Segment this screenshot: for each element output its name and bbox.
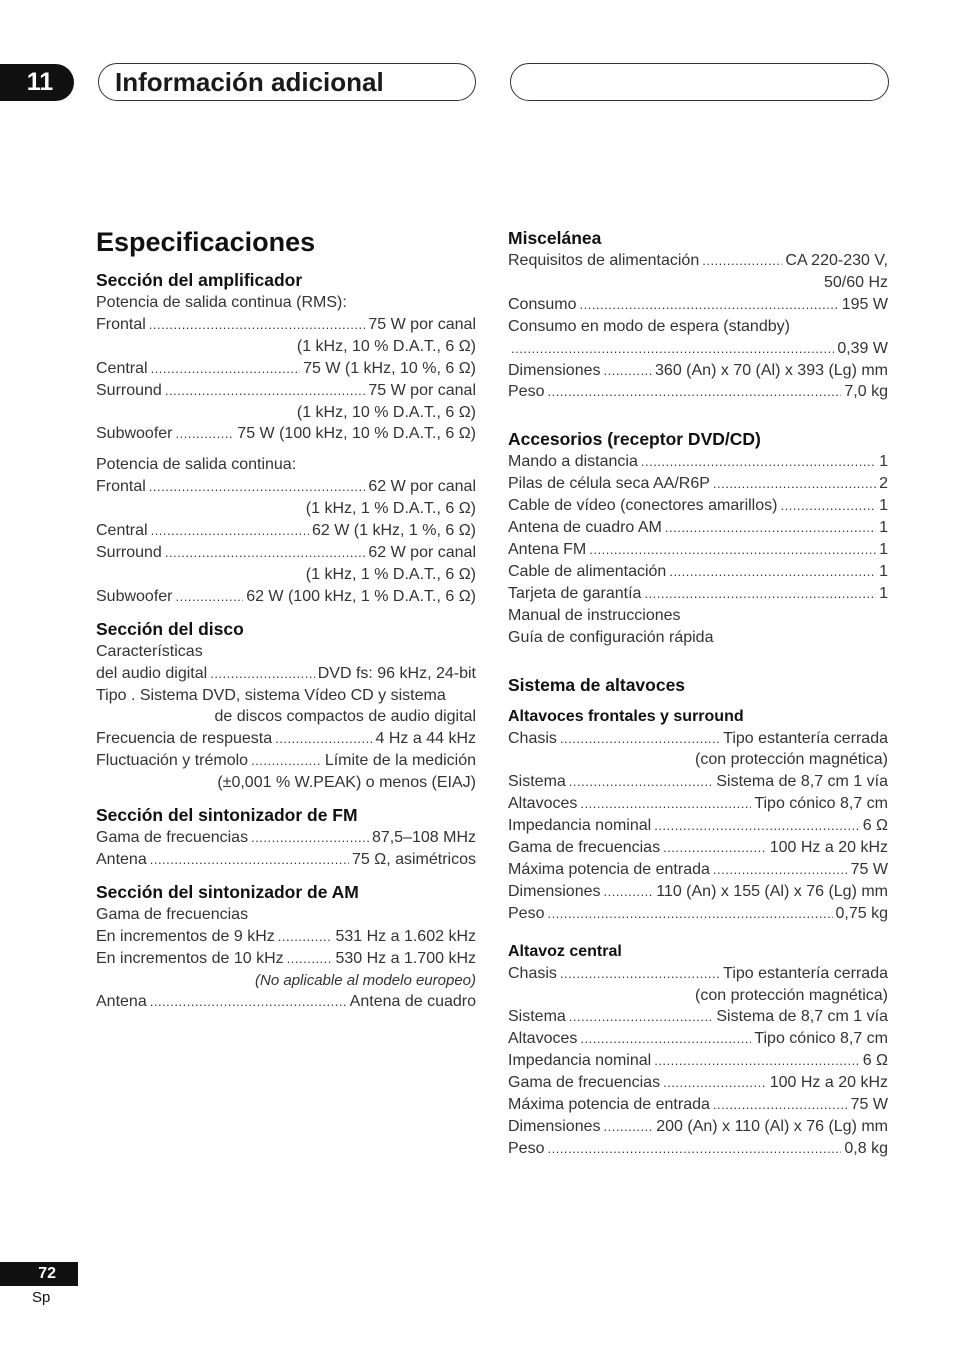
center-speaker-title: Altavoz central (508, 942, 622, 960)
spec-row: En incrementos de 9 kHz ..... 531 Hz a 1.602 kHz (96, 926, 476, 948)
spec-row: Central ..... 75 W (1 kHz, 10 %, 6 Ω) (96, 358, 476, 380)
fm-section-title: Sección del sintonizador de FM (96, 805, 358, 826)
spec-row: Central ..... 62 W (1 kHz, 1 %, 6 Ω) (96, 520, 476, 542)
list-item: Tarjeta de garantía ..... 1 (508, 583, 888, 605)
spec-row: Dimensiones ..... 110 (An) x 155 (Al) x 76 (Lg) mm (508, 881, 888, 903)
continuous-intro: Potencia de salida continua: (96, 456, 297, 474)
list-item: Antena FM ..... 1 (508, 539, 888, 561)
language-code: Sp (32, 1289, 51, 1306)
misc-section-title: Miscelánea (508, 228, 602, 248)
list-item: Pilas de célula seca AA/R6P ..... 2 (508, 473, 888, 495)
spec-note: (con protección magnética) (695, 986, 888, 1004)
spec-row: Frontal ..... 62 W por canal (96, 476, 476, 498)
left-column (96, 226, 476, 1013)
spec-text: Características (96, 642, 203, 660)
spec-row: Impedancia nominal ..... 6 Ω (508, 815, 888, 837)
spec-row: En incrementos de 10 kHz ..... 530 Hz a 1.700 kHz (96, 948, 476, 970)
spec-note: 50/60 Hz (823, 273, 888, 291)
chapter-title: Información adicional (98, 63, 476, 101)
page-title: Especificaciones (96, 227, 316, 257)
spec-row: Peso ..... 0,8 kg (508, 1138, 888, 1160)
spec-row: Dimensiones ..... 200 (An) x 110 (Al) x 76 (Lg) mm (508, 1116, 888, 1138)
spec-row: Requisitos de alimentación ..... CA 220-230 V, (508, 250, 888, 272)
list-item: Mando a distancia ..... 1 (508, 451, 888, 473)
spec-note: (1 kHz, 1 % D.A.T., 6 Ω) (305, 565, 476, 583)
list-item: Cable de alimentación ..... 1 (508, 561, 888, 583)
spec-row: Subwoofer ..... 62 W (100 kHz, 1 % D.A.T., 6 Ω) (96, 586, 476, 608)
page-number: 72 (0, 1262, 78, 1286)
spec-row: Máxima potencia de entrada ..... 75 W (508, 1094, 888, 1116)
spec-row: Subwoofer ..... 75 W (100 kHz, 10 % D.A.T., 6 Ω) (96, 423, 476, 445)
spec-row: del audio digital ..... DVD fs: 96 kHz, 24-bit (96, 663, 476, 685)
spec-row: Frecuencia de respuesta ..... 4 Hz a 44 kHz (96, 728, 476, 750)
spec-row: Antena ..... 75 Ω, asimétricos (96, 849, 476, 871)
spec-row: Consumo ..... 195 W (508, 294, 888, 316)
spec-row: Peso ..... 7,0 kg (508, 381, 888, 403)
spec-row: Gama de frecuencias ..... 100 Hz a 20 kHz (508, 1072, 888, 1094)
spec-text: Gama de frecuencias (96, 905, 249, 923)
accessories-section-title: Accesorios (receptor DVD/CD) (508, 429, 761, 450)
front-speakers-title: Altavoces frontales y surround (508, 707, 744, 725)
list-item: Antena de cuadro AM ..... 1 (508, 517, 888, 539)
spec-row: Peso ..... 0,75 kg (508, 903, 888, 925)
spec-row: Dimensiones ..... 360 (An) x 70 (Al) x 393 (Lg) mm (508, 360, 888, 382)
chapter-number-badge: 11 (0, 64, 74, 101)
spec-row: ..... 0,39 W (508, 338, 888, 360)
spec-row: Máxima potencia de entrada ..... 75 W (508, 859, 888, 881)
spec-row: Fluctuación y trémolo ..... Límite de la medición (96, 750, 476, 772)
spec-note: (±0,001 % W.PEAK) o menos (EIAJ) (217, 774, 476, 792)
right-column (508, 226, 888, 1160)
spec-row: Sistema ..... Sistema de 8,7 cm 1 vía (508, 771, 888, 793)
rms-intro: Potencia de salida continua (RMS): (96, 294, 347, 311)
spec-note: (1 kHz, 1 % D.A.T., 6 Ω) (305, 500, 476, 518)
spec-row: Altavoces ..... Tipo cónico 8,7 cm (508, 793, 888, 815)
spec-note: de discos compactos de audio digital (214, 708, 476, 726)
spec-row: Chasis ..... Tipo estantería cerrada (508, 728, 888, 750)
am-section-title: Sección del sintonizador de AM (96, 881, 359, 902)
spec-row: Surround ..... 75 W por canal (96, 380, 476, 402)
speakers-section-title: Sistema de altavoces (508, 674, 686, 695)
list-item: Cable de vídeo (conectores amarillos) ..... 1 (508, 495, 888, 517)
list-item: Guía de configuración rápida (508, 628, 714, 646)
spec-row: Surround ..... 62 W por canal (96, 542, 476, 564)
european-model-note: (No aplicable al modelo europeo) (255, 971, 476, 989)
spec-row: Altavoces ..... Tipo cónico 8,7 cm (508, 1028, 888, 1050)
list-item: Manual de instrucciones (508, 606, 681, 624)
spec-row: Chasis ..... Tipo estantería cerrada (508, 963, 888, 985)
spec-note: (con protección magnética) (695, 751, 888, 769)
spec-text: Consumo en modo de espera (standby) (508, 317, 790, 335)
disc-section-title: Sección del disco (96, 618, 244, 639)
spec-row: Impedancia nominal ..... 6 Ω (508, 1050, 888, 1072)
spec-row: Gama de frecuencias ..... 87,5–108 MHz (96, 827, 476, 849)
spec-row: Gama de frecuencias ..... 100 Hz a 20 kHz (508, 837, 888, 859)
spec-row: Sistema ..... Sistema de 8,7 cm 1 vía (508, 1006, 888, 1028)
amplifier-section-title: Sección del amplificador (96, 270, 303, 290)
spec-row: Antena ..... Antena de cuadro (96, 991, 476, 1013)
spec-note: (1 kHz, 10 % D.A.T., 6 Ω) (296, 403, 476, 421)
spec-row: Frontal ..... 75 W por canal (96, 314, 476, 336)
spec-note: (1 kHz, 10 % D.A.T., 6 Ω) (296, 337, 476, 355)
header-blank-pill (510, 63, 889, 101)
spec-text: Tipo . Sistema DVD, sistema Vídeo CD y sistema (96, 686, 446, 704)
